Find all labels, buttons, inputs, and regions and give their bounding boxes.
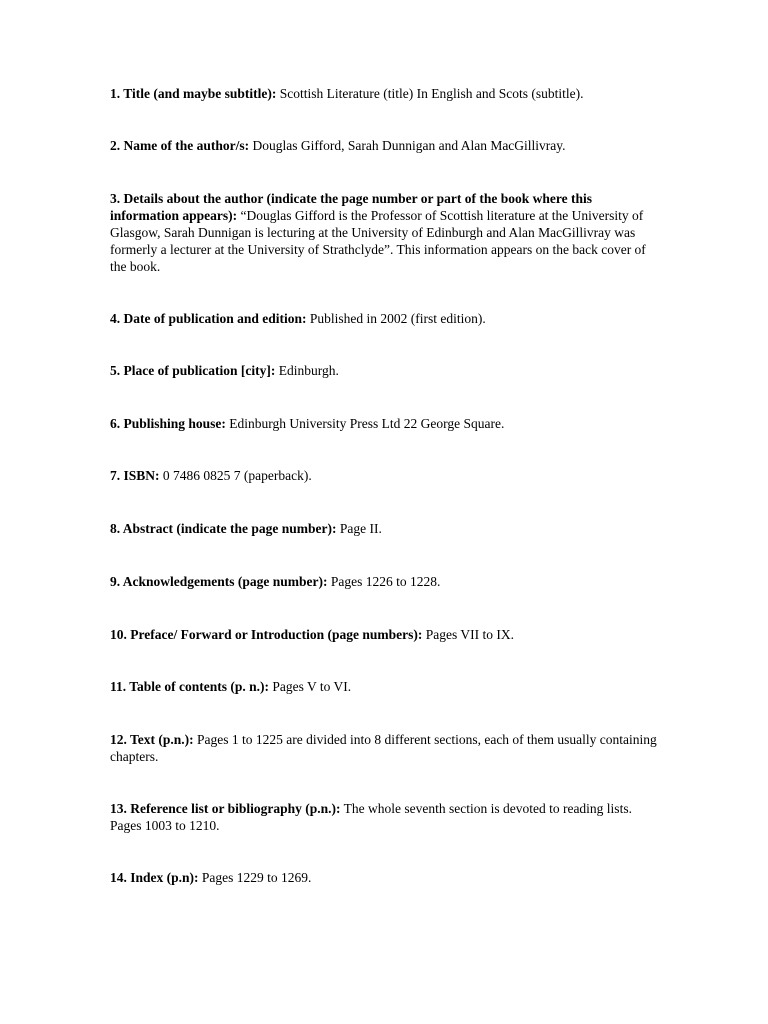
- entry-value: Edinburgh University Press Ltd 22 George Square.: [225, 416, 505, 431]
- entry-table-of-contents: [110, 678, 662, 695]
- entry-isbn: [110, 467, 662, 484]
- entry-preface: [110, 626, 662, 643]
- entry-label: 1. Title (and maybe subtitle):: [110, 86, 277, 101]
- entry-publication-date: [110, 310, 662, 327]
- entry-value: Scottish Literature (title) In English and Scots (subtitle).: [276, 86, 584, 101]
- entry-label: 4. Date of publication and edition:: [110, 311, 307, 326]
- entry-label: 5. Place of publication [city]:: [110, 363, 276, 378]
- entry-label: 8. Abstract (indicate the page number):: [110, 521, 337, 536]
- entry-text: [110, 731, 662, 765]
- entry-acknowledgements: [110, 573, 662, 590]
- entry-label: 12. Text (p.n.):: [110, 732, 194, 747]
- entry-value: Pages 1226 to 1228.: [327, 574, 441, 589]
- entry-value: 0 7486 0825 7 (paperback).: [159, 468, 312, 483]
- entry-value: Pages 1229 to 1269.: [198, 870, 312, 885]
- entry-label: 3. Details about the author (indicate the page number or part of the book where this information appears):: [110, 191, 593, 223]
- entry-abstract: [110, 520, 662, 537]
- entry-value: Pages V to VI.: [269, 679, 352, 694]
- entry-value: Pages VII to IX.: [422, 627, 514, 642]
- entry-value: Published in 2002 (first edition).: [306, 311, 486, 326]
- entry-authors: [110, 137, 662, 154]
- entry-label: 9. Acknowledgements (page number):: [110, 574, 328, 589]
- entry-value: Douglas Gifford, Sarah Dunnigan and Alan MacGillivray.: [249, 138, 566, 153]
- entry-label: 13. Reference list or bibliography (p.n.):: [110, 801, 341, 816]
- entry-label: 11. Table of contents (p. n.):: [110, 679, 270, 694]
- entry-publication-place: [110, 362, 662, 379]
- entry-bibliography: [110, 800, 662, 834]
- entry-label: 10. Preface/ Forward or Introduction (page numbers):: [110, 627, 423, 642]
- entry-author-details: [110, 190, 662, 275]
- entry-label: 7. ISBN:: [110, 468, 160, 483]
- entry-label: 14. Index (p.n):: [110, 870, 199, 885]
- entry-value: Edinburgh.: [275, 363, 339, 378]
- entry-value: The whole seventh section is devoted to reading lists. Pages 1003 to 1210.: [110, 801, 632, 833]
- entry-title: [110, 85, 662, 102]
- entry-index: [110, 869, 662, 886]
- entry-label: 6. Publishing house:: [110, 416, 226, 431]
- entry-label: 2. Name of the author/s:: [110, 138, 250, 153]
- entry-publishing-house: [110, 415, 662, 432]
- entry-value: “Douglas Gifford is the Professor of Scottish literature at the University of Glasgow, Sarah Dunnigan is lecturing at the University of Edinburgh and Alan MacGillivray was formerly a lecturer at the University of Strathclyde”. This information appears on the back cover of the book.: [110, 208, 646, 274]
- entry-value: Page II.: [336, 521, 382, 536]
- entry-value: Pages 1 to 1225 are divided into 8 different sections, each of them usually containing chapters.: [110, 732, 657, 764]
